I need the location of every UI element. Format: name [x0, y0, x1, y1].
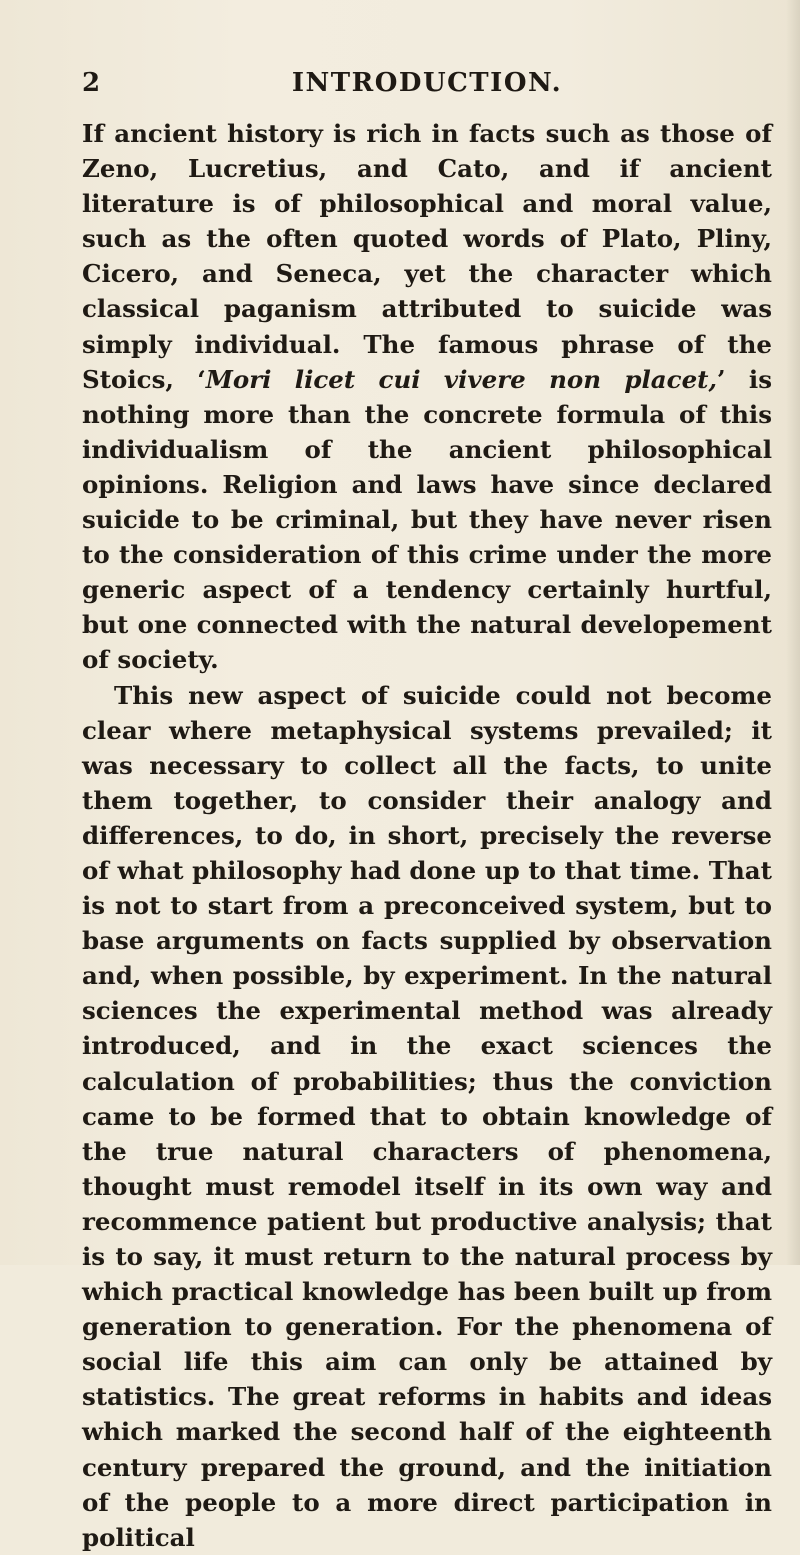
body-text	[82, 116, 772, 1555]
stoic-latin-quote: Mori licet cui vivere non placet,	[205, 364, 718, 394]
running-head	[82, 68, 772, 98]
paragraph-2: This new aspect of suicide could not become clear where metaphysical systems prevailed; it was necessary to collect all the facts, to unite them together, to consider their analogy and differences, to do, in short, precisely the reverse of what philosophy had done up to that time. That is not to start from a preconceived system, but to base arguments on facts supplied by observation and, when possible, by experiment. In the natural sciences the experimental method was already introduced, and in the exact sciences the calculation of probabilities; thus the conviction came to be formed that to obtain knowledge of the true natural characters of phenomena, thought must remodel itself in its own way and recommence patient but productive analysis; that is to say, it must return to the natural process by which practical knowledge has been built up from generation to generation. For the phenomena of social life this aim can only be attained by statistics. The great reforms in habits and ideas which marked the second half of the eighteenth century prepared the ground, and the initiation of the people to a more direct participation in political	[82, 680, 772, 1552]
running-head-title: INTRODUCTION.	[291, 68, 563, 98]
paragraph-1-text-a: If ancient history is rich in facts such as those of Zeno, Lucretius, and Cato, and if ancient literature is of philosophical and moral value, such as the often quoted words of Plato, Pliny, Cicero, and Seneca, yet the character which classical paganism attributed to suicide was simply individual. The famous phrase of the Stoics, ‘	[82, 119, 772, 394]
paragraph-1	[82, 116, 772, 678]
page-number: 2	[82, 68, 101, 98]
page-edge-shadow	[786, 0, 800, 1265]
paragraph-1-text-b: ’ is nothing more than the concrete formula of this individualism of the ancient philosophical opinions. Religion and laws have since declared suicide to be criminal, but they have never risen to the consideration of this crime under the more generic aspect of a tendency certainly hurtful, but one connected with the natural developement of society.	[82, 364, 772, 675]
